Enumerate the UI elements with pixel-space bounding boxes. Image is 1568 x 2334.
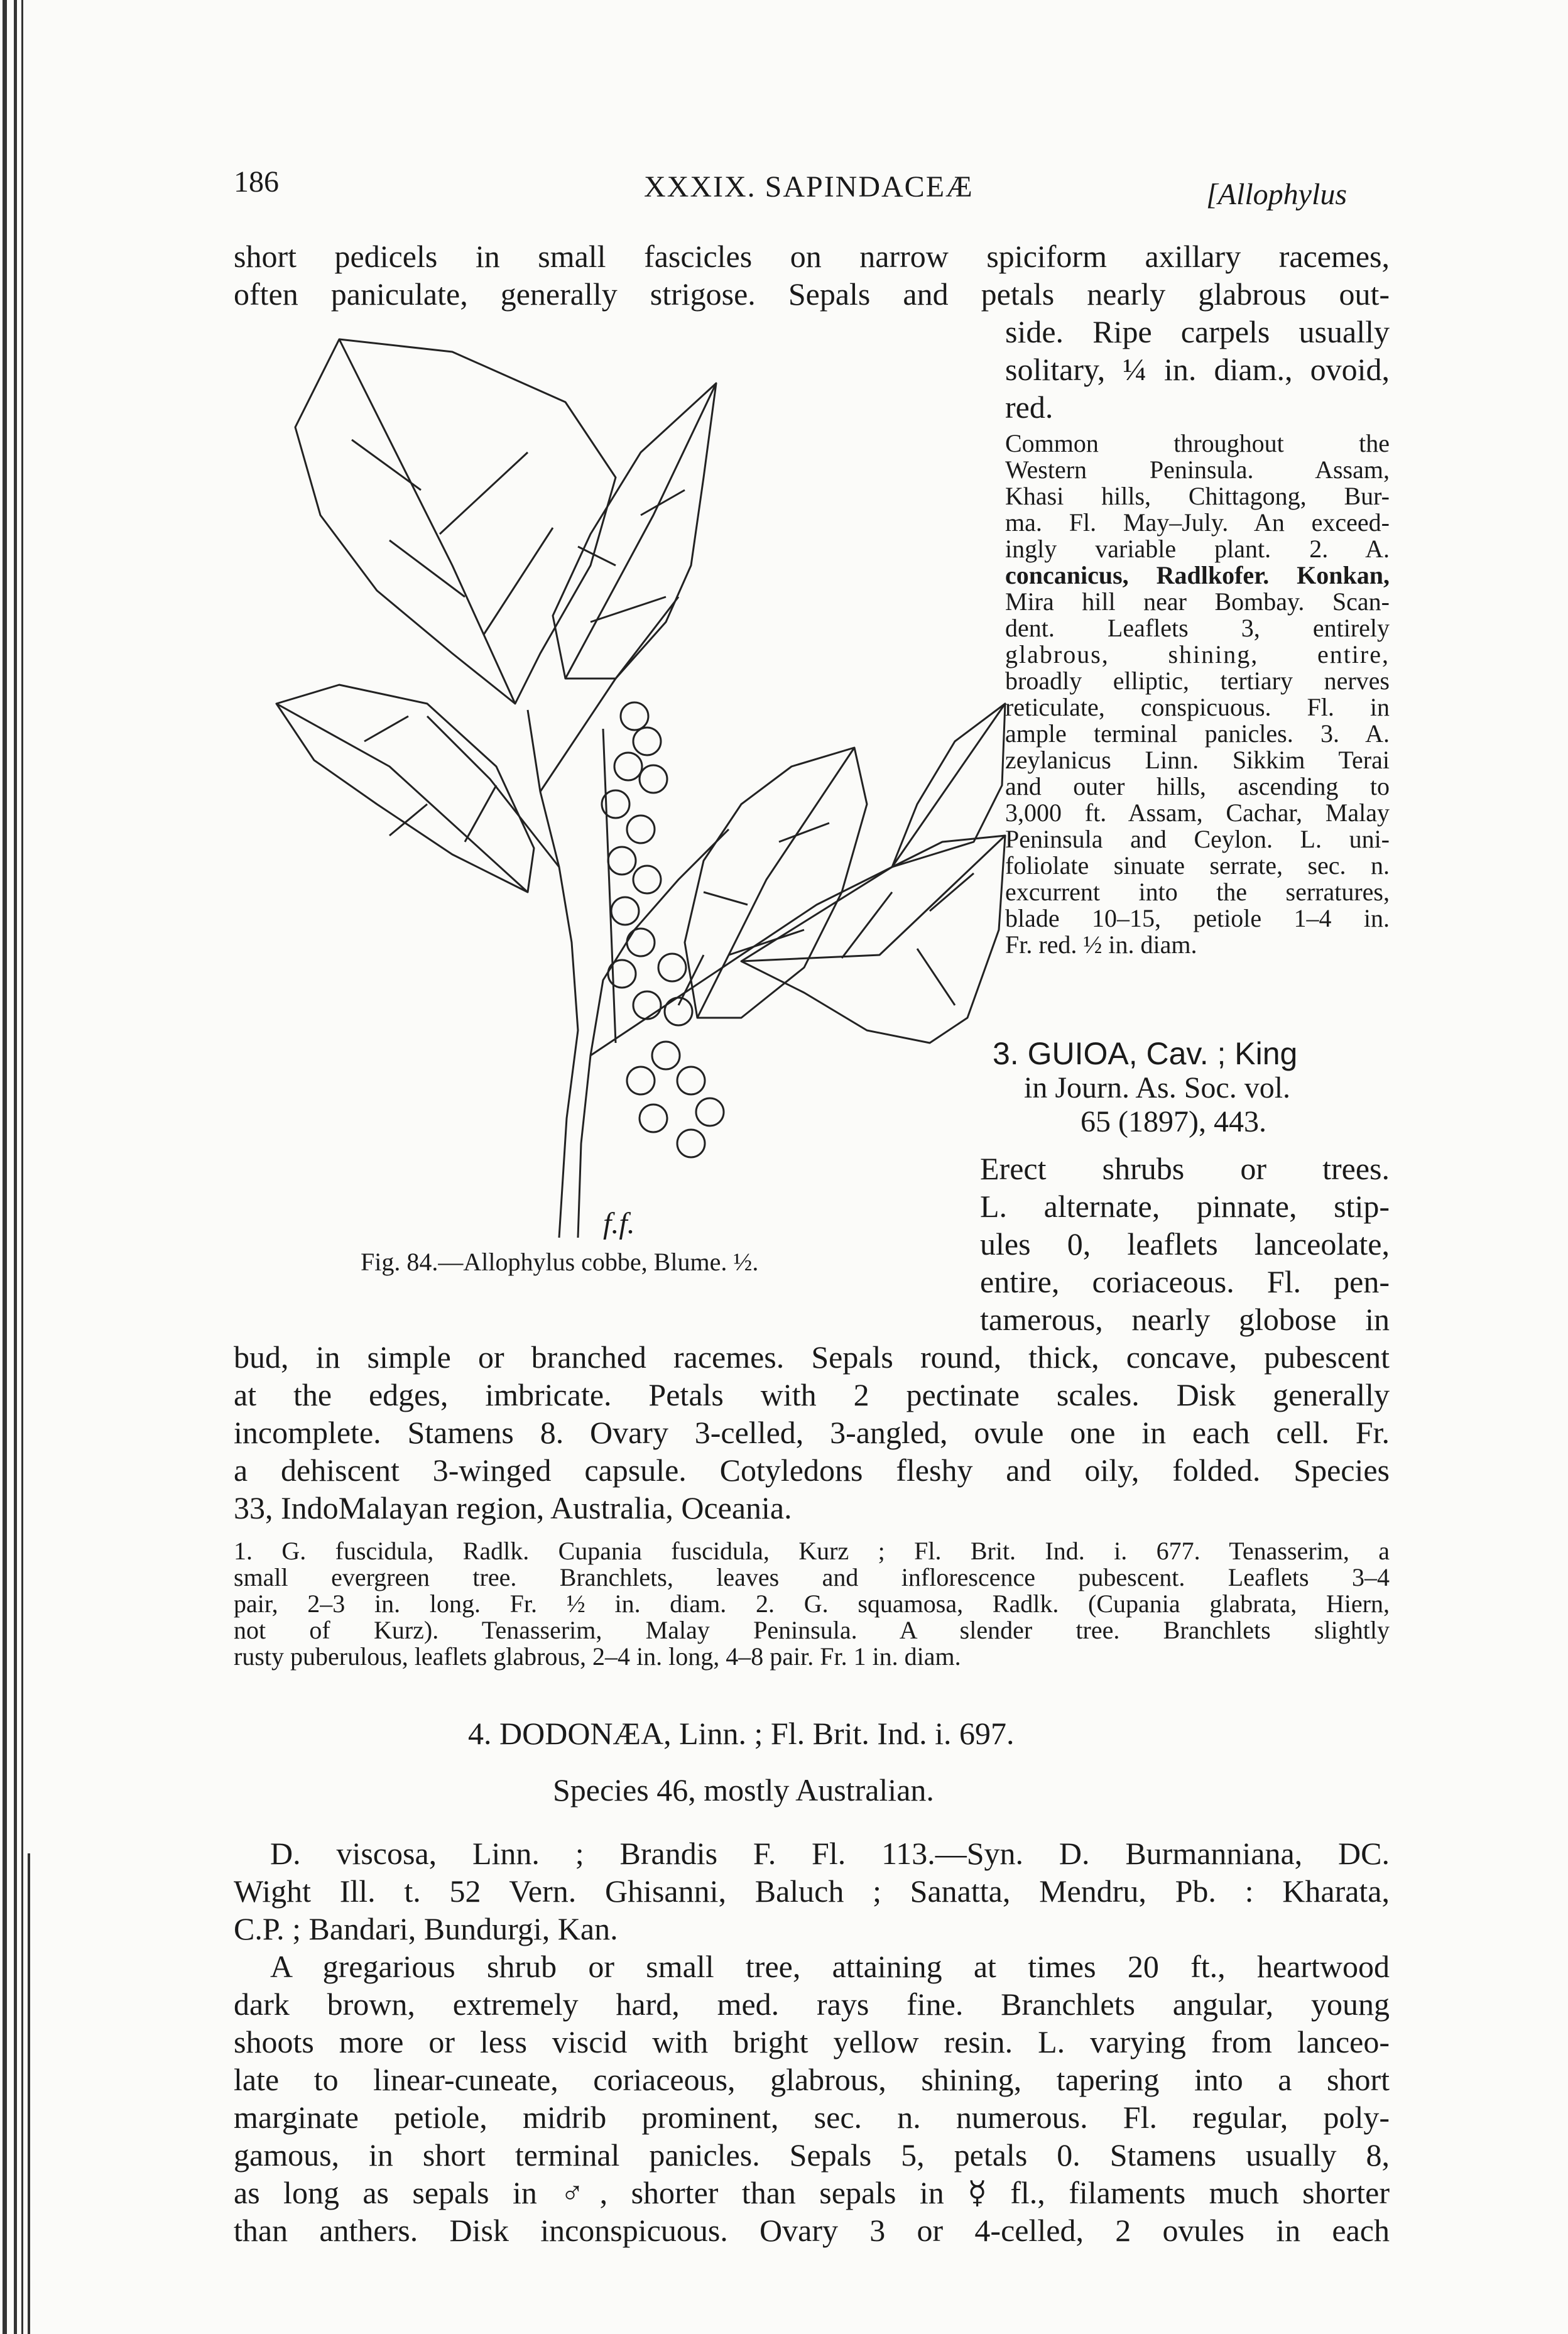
intro-line: short pedicels in small fascicles on narrow spiciform axillary racemes, <box>234 239 1390 274</box>
leaflet-midrib <box>697 748 854 1018</box>
note-line: reticulate, conspicuous. Fl. in <box>1005 693 1390 721</box>
guioa-desc-line: a dehiscent 3-winged capsule. Cotyledons fleshy and oily, folded. Species <box>234 1453 1390 1488</box>
note-line: glabrous, shining, entire, <box>1005 640 1390 668</box>
leaflet-vein <box>352 440 553 635</box>
guioa-desc-line: 33, IndoMalayan region, Australia, Oceania. <box>234 1490 792 1525</box>
branch <box>540 597 678 792</box>
guioa-heading: 3. GUIOA, Cav. ; King <box>993 1036 1298 1071</box>
note-line: broadly elliptic, tertiary nerves <box>1005 667 1390 695</box>
leaflet <box>685 748 867 1018</box>
note-line: ample terminal panicles. 3. A. <box>1005 719 1390 748</box>
note-line: Common throughout the <box>1005 429 1390 457</box>
leaflet-vein <box>842 873 974 1005</box>
guioa-desc-line: at the edges, imbricate. Petals with 2 pectinate scales. Disk generally <box>234 1377 1390 1412</box>
intro-line: often paniculate, generally strigose. Sepals and petals nearly glabrous out- <box>234 276 1390 312</box>
note-line: Khasi hills, Chittagong, Bur- <box>1005 482 1390 510</box>
allophylus-illustration <box>264 327 1011 1257</box>
leaflet-midrib <box>892 704 1005 867</box>
dodonaea-desc-line: shoots more or less viscid with bright yellow resin. L. varying from lanceo- <box>234 2024 1390 2059</box>
margin-rule <box>28 1853 30 2334</box>
guioa-desc-line: ules 0, leaflets lanceolate, <box>980 1226 1390 1262</box>
note-line: blade 10–15, petiole 1–4 in. <box>1005 904 1390 932</box>
page-number: 186 <box>234 165 279 199</box>
guioa-desc-line: entire, coriaceous. Fl. pen- <box>980 1264 1390 1299</box>
dodonaea-desc-line: dark brown, extremely hard, med. rays fine. Branchlets angular, young <box>234 1987 1390 2022</box>
family-title: XXXIX. SAPINDACEÆ <box>644 170 974 204</box>
main-stem <box>578 829 729 1238</box>
dodonaea-species-count: Species 46, mostly Australian. <box>553 1772 934 1808</box>
note-line: Fr. red. ½ in. diam. <box>1005 930 1197 959</box>
dodonaea-entry-line: D. viscosa, Linn. ; Brandis F. Fl. 113.—Syn. D. Burmanniana, DC. <box>270 1836 1390 1871</box>
note-line: dent. Leaflets 3, entirely <box>1005 614 1390 642</box>
dodonaea-desc-line: marginate petiole, midrib prominent, sec. n. numerous. Fl. regular, poly- <box>234 2100 1390 2135</box>
guioa-species-line: rusty puberulous, leaflets glabrous, 2–4 in. long, 4–8 pair. Fr. 1 in. diam. <box>234 1642 961 1671</box>
dodonaea-desc-line: as long as sepals in ♂, shorter than sepals in ☿ fl., filaments much shorter <box>234 2175 1390 2210</box>
main-stem <box>528 710 578 1238</box>
guioa-species-line: not of Kurz). Tenasserim, Malay Peninsula. A slender tree. Branchlets slightly <box>234 1616 1390 1644</box>
margin-rule <box>21 0 23 2334</box>
note-line: excurrent into the serratures, <box>1005 878 1390 906</box>
leaflet-midrib <box>565 383 716 679</box>
margin-rule <box>14 0 17 2334</box>
note-line: ingly variable plant. 2. A. <box>1005 535 1390 563</box>
dodonaea-desc-line: late to linear-cuneate, coriaceous, glabrous, shining, tapering into a short <box>234 2062 1390 2097</box>
leaflet <box>553 383 716 679</box>
dodonaea-heading: 4. DODONÆA, Linn. ; Fl. Brit. Ind. i. 697. <box>468 1716 1015 1751</box>
note-line: Western Peninsula. Assam, <box>1005 455 1390 484</box>
leaflet <box>741 836 1005 1043</box>
intro-line: red. <box>1005 390 1054 425</box>
note-line: Mira hill near Bombay. Scan- <box>1005 587 1390 616</box>
note-line: ma. Fl. May–July. An exceed- <box>1005 508 1390 537</box>
leaflet-midrib <box>741 836 1005 961</box>
note-line: concanicus, Radlkofer. Konkan, <box>1005 561 1390 589</box>
leaflet <box>295 339 616 704</box>
guioa-desc-line: tamerous, nearly globose in <box>980 1302 1390 1337</box>
note-line: foliolate sinuate serrate, sec. n. <box>1005 851 1390 880</box>
leaflet-midrib <box>339 339 515 704</box>
guioa-species-line: small evergreen tree. Branchlets, leaves and inflorescence pubescent. Leaflets 3–4 <box>234 1563 1390 1591</box>
guioa-desc-line: Erect shrubs or trees. <box>980 1151 1390 1186</box>
figure-caption: Fig. 84.—Allophylus cobbe, Blume. ½. <box>361 1248 759 1276</box>
note-line: Peninsula and Ceylon. L. uni- <box>1005 825 1390 853</box>
guioa-desc-line: incomplete. Stamens 8. Ovary 3-celled, 3-angled, ovule one in each cell. Fr. <box>234 1415 1390 1450</box>
dodonaea-entry-line: Wight Ill. t. 52 Vern. Ghisanni, Baluch ; Sanatta, Mendru, Pb. : Kharata, <box>234 1873 1390 1909</box>
dodonaea-desc-line: than anthers. Disk inconspicuous. Ovary 3 or 4-celled, 2 ovules in each <box>234 2213 1390 2248</box>
note-line: 3,000 ft. Assam, Cachar, Malay <box>1005 799 1390 827</box>
guioa-desc-line: L. alternate, pinnate, stip- <box>980 1189 1390 1224</box>
dodonaea-entry-line: C.P. ; Bandari, Bundurgi, Kan. <box>234 1911 618 1946</box>
dodonaea-desc-line: gamous, in short terminal panicles. Sepals 5, petals 0. Stamens usually 8, <box>234 2137 1390 2173</box>
illustrator-signature: f.f. <box>603 1207 635 1240</box>
intro-line: side. Ripe carpels usually <box>1005 314 1390 349</box>
leaflet-vein <box>704 823 829 955</box>
margin-rule <box>3 0 7 2334</box>
guioa-heading: in Journ. As. Soc. vol. <box>1024 1071 1291 1104</box>
dodonaea-desc-line: A gregarious shrub or small tree, attaining at times 20 ft., heartwood <box>270 1949 1390 1984</box>
notes-column <box>1005 430 1390 958</box>
guioa-heading: 65 (1897), 443. <box>1081 1105 1266 1138</box>
running-genus: [Allophylus <box>1206 178 1347 211</box>
guioa-species-line: 1. G. fuscidula, Radlk. Cupania fuscidula, Kurz ; Fl. Brit. Ind. i. 677. Tenasserim, a <box>234 1537 1390 1565</box>
note-line: and outer hills, ascending to <box>1005 772 1390 800</box>
guioa-desc-line: bud, in simple or branched racemes. Sepals round, thick, concave, pubescent <box>234 1339 1390 1375</box>
intro-line: solitary, ¼ in. diam., ovoid, <box>1005 352 1390 387</box>
guioa-species-line: pair, 2–3 in. long. Fr. ½ in. diam. 2. G. squamosa, Radlk. (Cupania glabrata, Hiern, <box>234 1590 1390 1618</box>
leaflet-vein <box>364 716 496 842</box>
note-line: zeylanicus Linn. Sikkim Terai <box>1005 746 1390 774</box>
